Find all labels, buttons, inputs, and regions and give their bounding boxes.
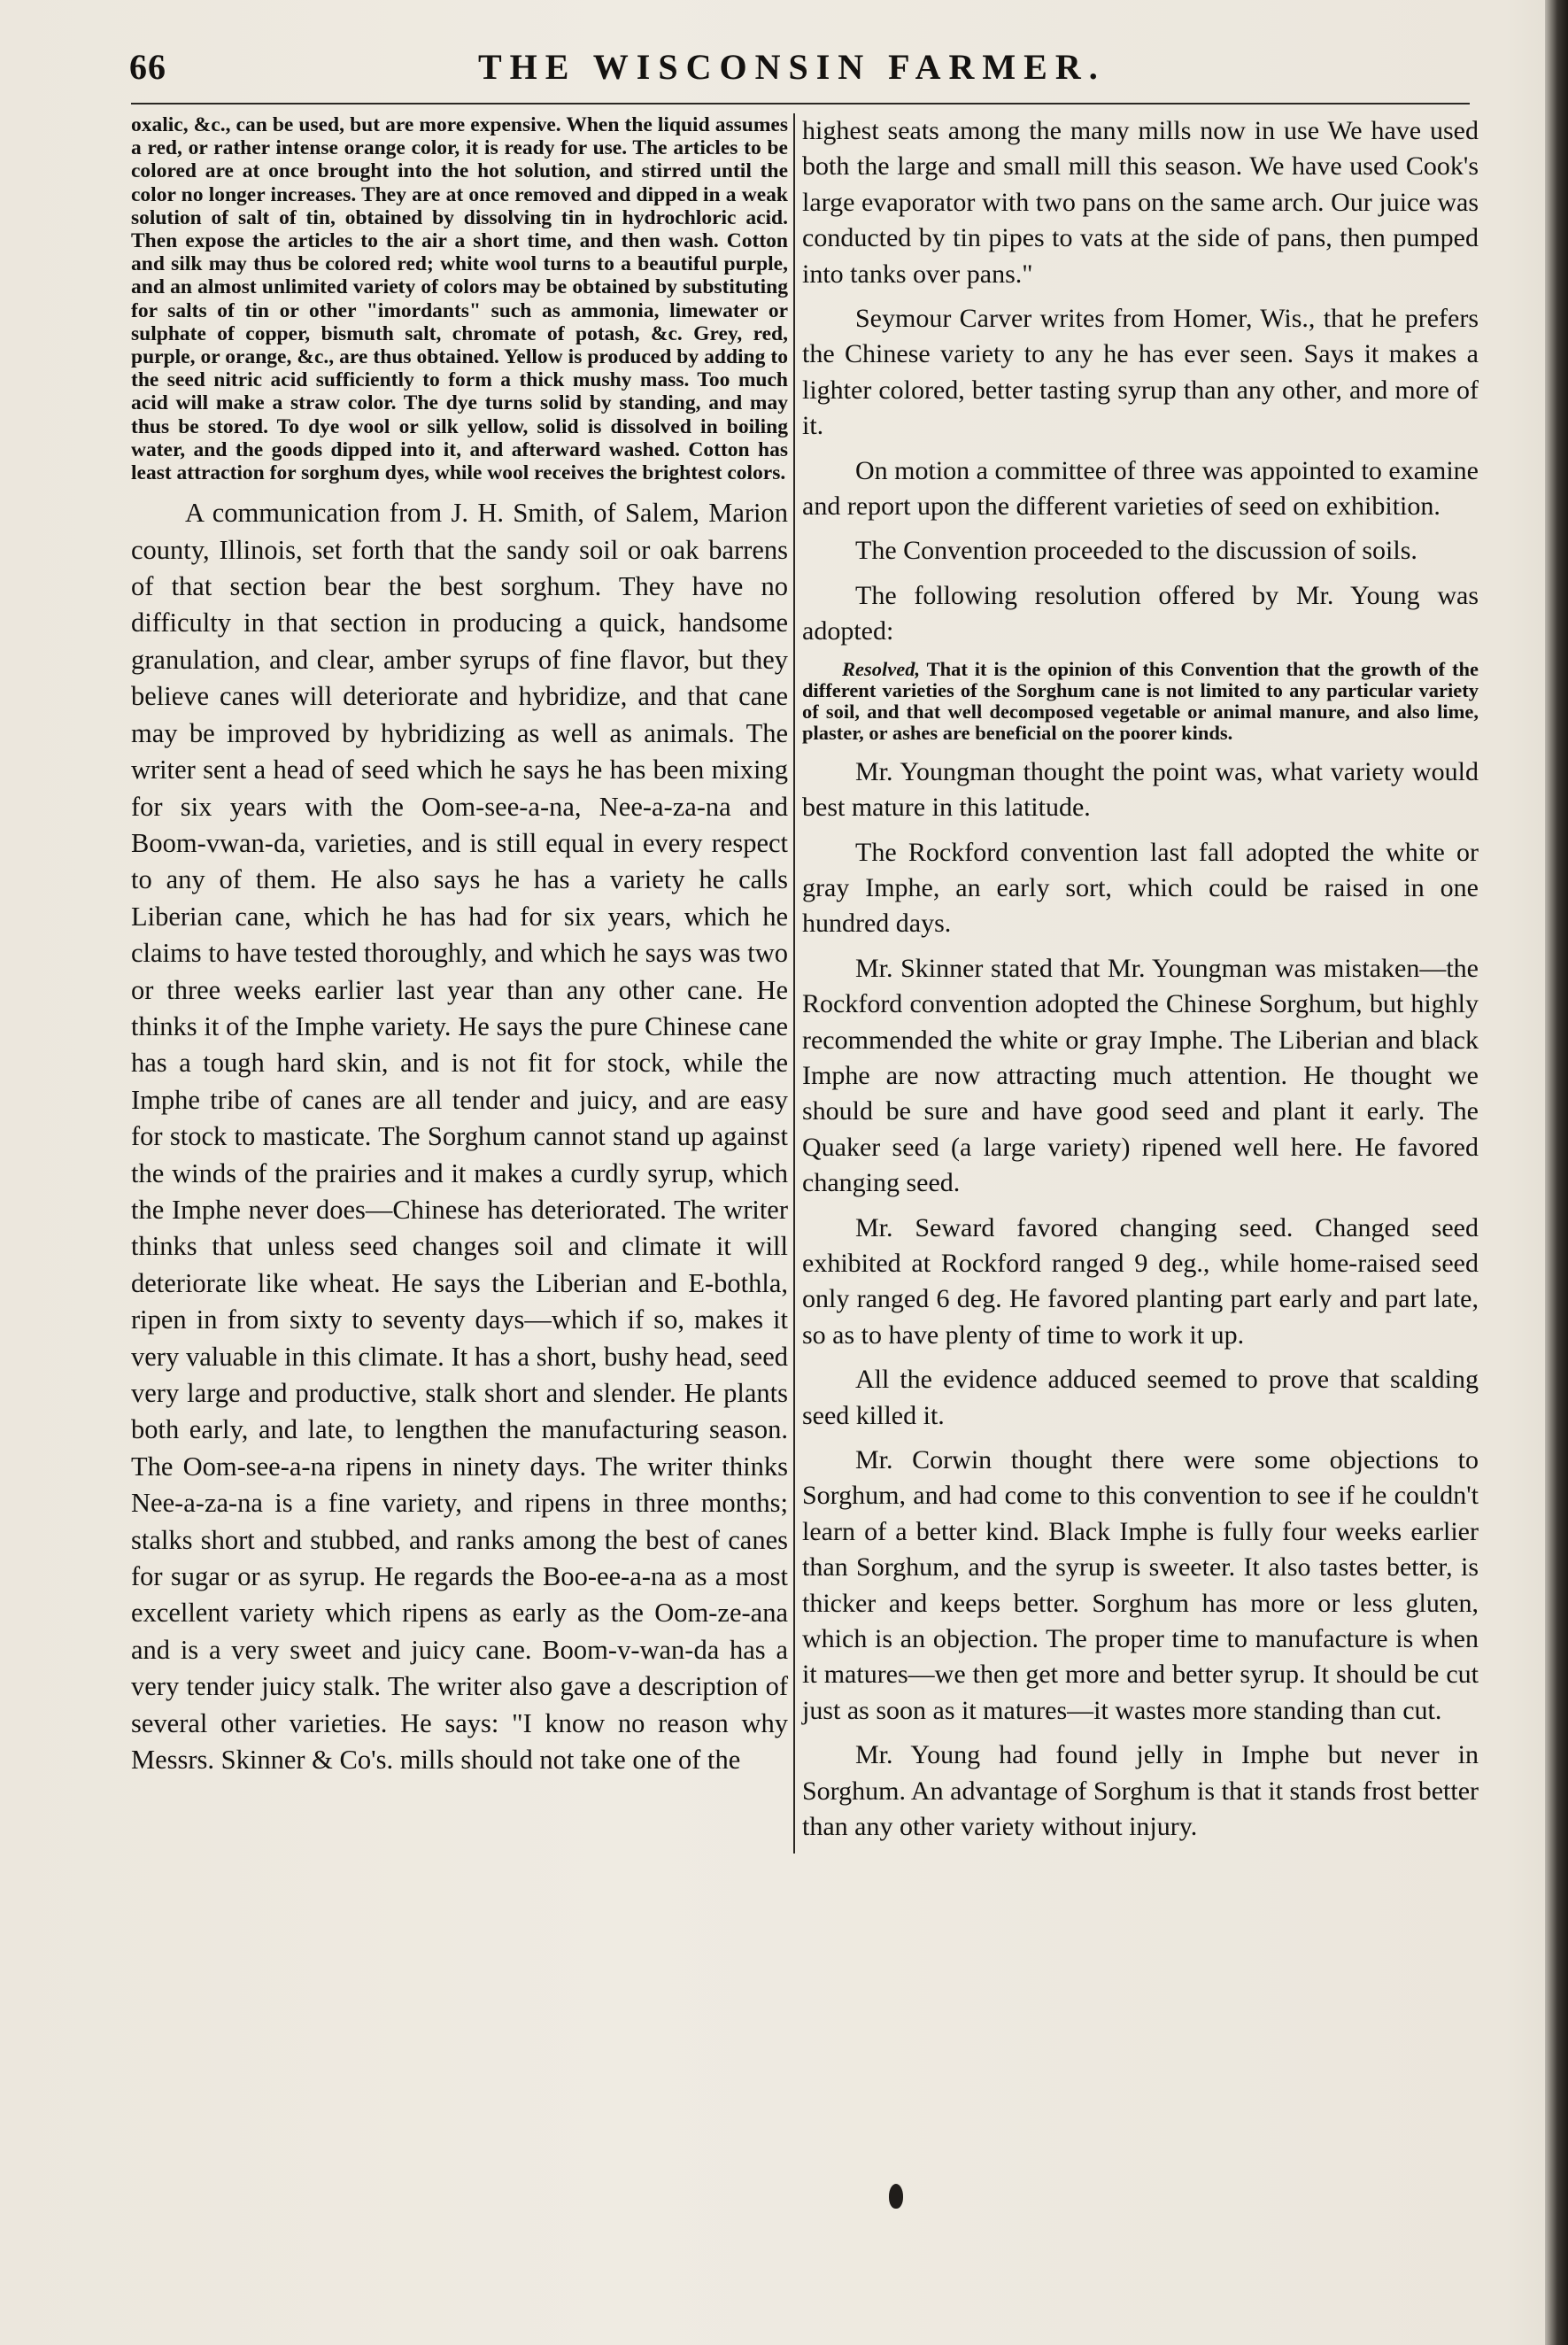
- resolved-word: Resolved,: [842, 657, 921, 680]
- evidence-paragraph: All the evidence adduced seemed to prove that scalding seed killed it.: [802, 1365, 1479, 1430]
- carver-paragraph: Seymour Carver writes from Homer, Wis., that he prefers the Chinese variety to any he has ever seen. Says it makes a lighter colored, better tasting syrup than any other, and more of it.: [802, 304, 1479, 441]
- youngman-paragraph: Mr. Youngman thought the point was, what variety would best mature in this latitude.: [802, 756, 1479, 823]
- right-column: [793, 113, 1479, 1854]
- resolution-paragraph: [802, 659, 1479, 744]
- resolution-intro-paragraph: The following resolution offered by Mr. Young was adopted:: [802, 580, 1479, 646]
- seward-paragraph: Mr. Seward favored changing seed. Changed seed exhibited at Rockford ranged 9 deg., while home-raised seed only ranged 6 deg. He favored planting part early and part late, so as to have plenty of time to work it up.: [802, 1212, 1479, 1350]
- corwin-paragraph: Mr. Corwin thought there were some objections to Sorghum, and had come to this convention to see if he couldn't learn of a better kind. Black Imphe is fully four weeks earlier than Sorghum, and the syrup is sweeter. It also tastes better, is thicker and keeps better. Sorghum has more or less gluten, which is an objection. The proper time to manufacture is when it matures—we then get more and better syrup. It should be cut just as soon as it matures—it wastes more standing than cut.: [802, 1445, 1479, 1725]
- running-title: THE WISCONSIN FARMER.: [478, 47, 1106, 87]
- soils-paragraph: The Convention proceeded to the discussion of soils.: [855, 536, 1417, 566]
- skinner-paragraph: Mr. Skinner stated that Mr. Youngman was mistaken—the Rockford convention adopted the Chinese Sorghum, but highly recommended the white or gray Imphe. The Liberian and black Imphe are now attracting much attention. He thought we should be sure and have good seed and plant it early. The Quaker seed (a large variety) ripened well here. He favored changing seed.: [802, 953, 1479, 1198]
- young-paragraph: Mr. Young had found jelly in Imphe but never in Sorghum. An advantage of Sorghum is that it stands frost better than any other variety without injury.: [802, 1740, 1479, 1842]
- dye-recipe-paragraph: oxalic, &c., can be used, but are more expensive. When the liquid assumes a red, or rather intense orange color, it is ready for use. The articles to be colored are at once brought into the hot solution, and stirred until the color no longer increases. They are at once removed and dipped in a weak solution of salt of tin, obtained by dissolving tin in hydrochloric acid. Then expose the articles to the air a short time, and then wash. Cotton and silk may thus be colored red; white wool turns to a beautiful purple, and an almost unlimited variety of colors may be obtained by substituting for salts of tin or other "imordants" such as ammonia, limewater or sulphate of copper, bismuth salt, chromate of potash, &c. Grey, red, purple, or orange, &c., are thus obtained. Yellow is produced by adding to the seed nitric acid sufficiently to form a thick mushy mass. Too much acid will make a straw color. The dye turns solid by standing, and may thus be stored. To dye wool or silk yellow, solid is dissolved in boiling water, and the goods dipped into it, and afterward washed. Cotton has least attraction for sorghum dyes, while wool receives the brightest colors.: [131, 113, 788, 485]
- page-number: 66: [129, 47, 166, 87]
- smith-communication-paragraph: A communication from J. H. Smith, of Salem, Marion county, Illinois, set forth that the sandy soil or oak barrens of that section bear the best sorghum. They have no difficulty in that section in producing a quick, handsome granulation, and clear, amber syrups of fine flavor, but they believe canes will deteriorate and hybridize, and that cane may be improved by hybridizing as well as animals. The writer sent a head of seed which he says he has been mixing for six years with the Oom-see-a-na, Nee-a-za-na and Boom-vwan-da, varieties, and is still equal in every respect to any of them. He also says he has a variety he calls Liberian cane, which he has had for six years, which he claims to have tested thoroughly, and which he says was two or three weeks earlier last year than any other cane. He thinks it of the Imphe variety. He says the pure Chinese cane has a tough hard skin, and is not fit for stock, while the Imphe tribe of canes are all tender and juicy, and are easy for stock to masticate. The Sorghum cannot stand up against the winds of the prairies and it makes a curdly syrup, which the Imphe never does—Chinese has deteriorated. The writer thinks that unless seed changes soil and climate it will deteriorate like wheat. He says the Liberian and E-bothla, ripen in from sixty to seventy days—which if so, makes it very valuable in this climate. It has a short, bushy head, seed very large and productive, stalk short and slender. He plants both early, and late, to lengthen the manufacturing season. The Oom-see-a-na ripens in ninety days. The writer thinks Nee-a-za-na is a fine variety, and ripens in three months; stalks short and stubbed, and ranks among the best of canes for sugar or as syrup. He regards the Boo-ee-a-na as a most excellent variety which ripens as early as the Oom-ze-ana and is a very sweet and juicy cane. Boom-v-wan-da has a very tender juicy stalk. The writer also gave a description of several other varieties. He says: "I know no reason why Messrs. Skinner & Co's. mills should not take one of the: [131, 498, 788, 1776]
- ink-smudge: [889, 2184, 903, 2209]
- committee-paragraph: On motion a committee of three was appointed to examine and report upon the different varieties of seed on exhibition.: [802, 455, 1479, 522]
- letter-continuation-paragraph: highest seats among the many mills now in use We have used both the large and small mill this season. We have used Cook's large evaporator with two pans on the same arch. Our juice was conducted by tin pipes to vats at the side of pans, then pumped into tanks over pans.": [802, 116, 1479, 289]
- header-rule: [131, 103, 1470, 104]
- binding-edge-shadow: [1545, 0, 1568, 2345]
- rockford-paragraph: The Rockford convention last fall adopted the white or gray Imphe, an early sort, which could be raised in one hundred days.: [802, 837, 1479, 939]
- left-column: [131, 113, 788, 1778]
- resolution-text: That it is the opinion of this Convention that the growth of the different varieties of the Sorghum cane is not limited to any particular variety of soil, and that well decomposed vegetable or animal manure, and also lime, plaster, or ashes are beneficial on the poorer kinds.: [802, 657, 1479, 744]
- page-header: [124, 46, 1505, 99]
